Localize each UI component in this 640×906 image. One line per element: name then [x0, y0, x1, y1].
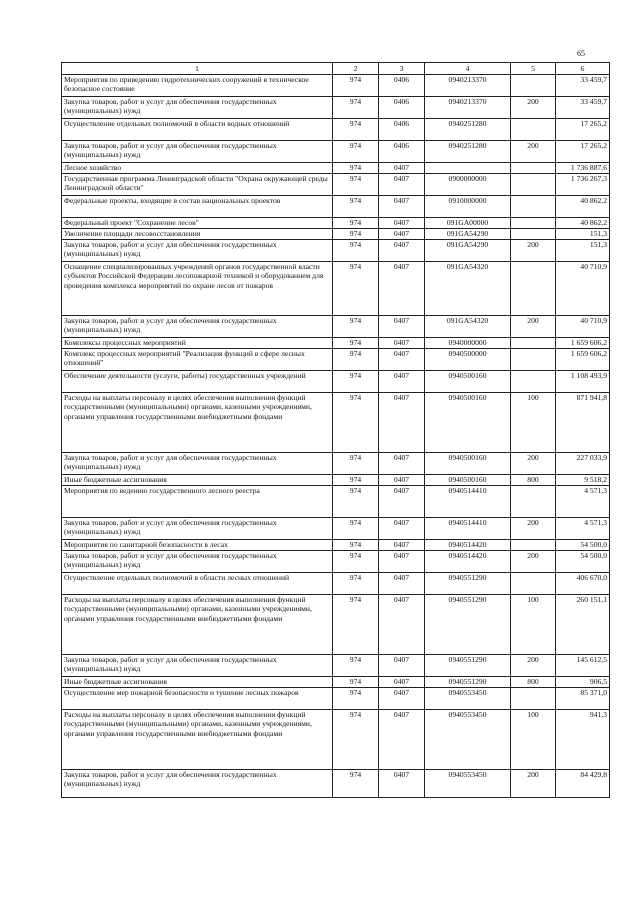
row-name-cell: Комплексы процессных мероприятий [62, 338, 333, 349]
row-sum-cell: 227 033,9 [556, 453, 610, 475]
table-row [62, 174, 610, 196]
row-code-cell: 974 [333, 338, 379, 349]
row-section-cell: 0407 [379, 655, 425, 677]
row-target-cell: 0940514420 [425, 551, 511, 573]
table-row [62, 540, 610, 551]
row-sum-cell: 151,3 [556, 229, 610, 240]
row-code-cell: 974 [333, 371, 379, 393]
row-target-cell: 0900000000 [425, 174, 511, 196]
budget-table [61, 62, 610, 798]
row-code-cell: 974 [333, 196, 379, 218]
row-sum-cell: 151,3 [556, 240, 610, 262]
row-sum-cell: 54 500,0 [556, 540, 610, 551]
row-code-cell: 974 [333, 655, 379, 677]
row-section-cell: 0407 [379, 229, 425, 240]
row-name-cell: Закупка товаров, работ и услуг для обеспечения государственных (муниципальных) нужд [62, 551, 333, 573]
table-row [62, 573, 610, 595]
row-name-cell: Лесное хозяйство [62, 163, 333, 174]
row-name-cell: Закупка товаров, работ и услуг для обеспечения государственных (муниципальных) нужд [62, 770, 333, 798]
row-section-cell: 0407 [379, 475, 425, 486]
row-code-cell: 974 [333, 240, 379, 262]
row-sum-cell: 406 670,0 [556, 573, 610, 595]
table-row [62, 655, 610, 677]
row-code-cell: 974 [333, 393, 379, 453]
row-sum-cell: 1 736 267,3 [556, 174, 610, 196]
row-type-cell [511, 688, 556, 710]
column-header: 5 [511, 63, 556, 75]
row-type-cell: 800 [511, 475, 556, 486]
row-sum-cell: 1 108 493,9 [556, 371, 610, 393]
row-type-cell [511, 540, 556, 551]
table-row [62, 97, 610, 119]
row-type-cell [511, 486, 556, 518]
row-target-cell: 0940551290 [425, 595, 511, 655]
row-target-cell: 0940500160 [425, 453, 511, 475]
row-section-cell: 0406 [379, 141, 425, 163]
row-sum-cell: 4 571,3 [556, 486, 610, 518]
row-name-cell: Федеральные проекты, входящие в состав национальных проектов [62, 196, 333, 218]
row-name-cell: Закупка товаров, работ и услуг для обеспечения государственных (муниципальных) нужд [62, 316, 333, 338]
row-code-cell: 974 [333, 141, 379, 163]
table-row [62, 393, 610, 453]
row-target-cell: 0940500160 [425, 371, 511, 393]
row-name-cell: Комплекс процессных мероприятий "Реализация функций в сфере лесных отношений" [62, 349, 333, 371]
row-name-cell: Обеспечение деятельности (услуги, работы) государственных учреждений [62, 371, 333, 393]
row-code-cell: 974 [333, 174, 379, 196]
row-target-cell: 0940213370 [425, 97, 511, 119]
row-target-cell: 091GA54290 [425, 229, 511, 240]
column-header: 1 [62, 63, 333, 75]
table-row [62, 518, 610, 540]
row-name-cell: Федеральный проект "Сохранение лесов" [62, 218, 333, 229]
row-type-cell: 200 [511, 551, 556, 573]
row-type-cell: 200 [511, 97, 556, 119]
row-name-cell: Мероприятия по приведению гидротехнических сооружений в техническое безопасное состояние [62, 75, 333, 97]
row-target-cell: 0940553450 [425, 770, 511, 798]
row-sum-cell: 33 459,7 [556, 97, 610, 119]
table-header-row [62, 63, 610, 75]
row-target-cell: 0940000000 [425, 338, 511, 349]
row-target-cell: 0940553450 [425, 710, 511, 770]
row-section-cell: 0407 [379, 710, 425, 770]
row-sum-cell: 54 500,0 [556, 551, 610, 573]
row-name-cell: Иные бюджетные ассигнования [62, 677, 333, 688]
row-type-cell [511, 163, 556, 174]
row-section-cell: 0407 [379, 163, 425, 174]
row-section-cell: 0407 [379, 393, 425, 453]
row-name-cell: Расходы на выплаты персоналу в целях обеспечения выполнения функций государственными (муниципальными) органами, казенными учреждениями, органами управления государственными внебюджетными фондами [62, 595, 333, 655]
row-code-cell: 974 [333, 770, 379, 798]
table-row [62, 218, 610, 229]
row-section-cell: 0407 [379, 677, 425, 688]
row-name-cell: Мероприятия по санитарной безопасности в лесах [62, 540, 333, 551]
table-row [62, 141, 610, 163]
table-row [62, 688, 610, 710]
row-section-cell: 0407 [379, 518, 425, 540]
row-name-cell: Расходы на выплаты персоналу в целях обеспечения выполнения функций государственными (муниципальными) органами, казенными учреждениями, органами управления государственными внебюджетными фондами [62, 710, 333, 770]
table-row [62, 475, 610, 486]
row-type-cell: 200 [511, 316, 556, 338]
table-row [62, 316, 610, 338]
row-type-cell [511, 218, 556, 229]
table-row [62, 349, 610, 371]
budget-table-body [62, 63, 610, 798]
row-target-cell: 0940251280 [425, 141, 511, 163]
row-type-cell: 200 [511, 770, 556, 798]
row-sum-cell: 145 612,5 [556, 655, 610, 677]
row-code-cell: 974 [333, 573, 379, 595]
row-type-cell [511, 349, 556, 371]
row-sum-cell: 906,5 [556, 677, 610, 688]
row-target-cell: 0940553450 [425, 688, 511, 710]
row-code-cell: 974 [333, 486, 379, 518]
row-target-cell: 0940514420 [425, 540, 511, 551]
row-type-cell: 200 [511, 655, 556, 677]
row-name-cell: Государственная программа Ленинградской области "Охрана окружающей среды Ленинградской области" [62, 174, 333, 196]
table-row [62, 595, 610, 655]
row-sum-cell: 17 265,2 [556, 141, 610, 163]
row-section-cell: 0406 [379, 97, 425, 119]
row-target-cell: 0940500160 [425, 393, 511, 453]
row-code-cell: 974 [333, 677, 379, 688]
row-section-cell: 0407 [379, 486, 425, 518]
row-type-cell [511, 75, 556, 97]
row-target-cell: 0940500160 [425, 475, 511, 486]
row-code-cell: 974 [333, 688, 379, 710]
row-type-cell [511, 229, 556, 240]
row-type-cell: 800 [511, 677, 556, 688]
row-type-cell: 200 [511, 240, 556, 262]
row-code-cell: 974 [333, 518, 379, 540]
row-code-cell: 974 [333, 163, 379, 174]
row-code-cell: 974 [333, 97, 379, 119]
row-type-cell: 100 [511, 710, 556, 770]
row-name-cell: Мероприятия по ведению государственного лесного реестра [62, 486, 333, 518]
row-section-cell: 0407 [379, 453, 425, 475]
row-target-cell: 0940213370 [425, 75, 511, 97]
row-target-cell: 0940551290 [425, 677, 511, 688]
column-header: 3 [379, 63, 425, 75]
row-type-cell [511, 338, 556, 349]
row-code-cell: 974 [333, 453, 379, 475]
row-section-cell: 0406 [379, 75, 425, 97]
table-row [62, 240, 610, 262]
row-target-cell: 0940514410 [425, 486, 511, 518]
row-name-cell: Закупка товаров, работ и услуг для обеспечения государственных (муниципальных) нужд [62, 518, 333, 540]
row-sum-cell: 40 862,2 [556, 196, 610, 218]
row-name-cell: Закупка товаров, работ и услуг для обеспечения государственных (муниципальных) нужд [62, 97, 333, 119]
row-sum-cell: 40 710,9 [556, 316, 610, 338]
row-section-cell: 0407 [379, 316, 425, 338]
page-number: 65 [577, 49, 585, 58]
row-type-cell [511, 573, 556, 595]
row-type-cell: 200 [511, 141, 556, 163]
row-name-cell: Расходы на выплаты персоналу в целях обеспечения выполнения функций государственными (муниципальными) органами, казенными учреждениями, органами управления государственными внебюджетными фондами [62, 393, 333, 453]
row-name-cell: Закупка товаров, работ и услуг для обеспечения государственных (муниципальных) нужд [62, 240, 333, 262]
row-code-cell: 974 [333, 229, 379, 240]
row-target-cell: 0940551290 [425, 573, 511, 595]
row-code-cell: 974 [333, 75, 379, 97]
row-name-cell: Иные бюджетные ассигнования [62, 475, 333, 486]
row-section-cell: 0407 [379, 240, 425, 262]
table-row [62, 486, 610, 518]
table-row [62, 371, 610, 393]
row-section-cell: 0407 [379, 551, 425, 573]
table-row [62, 338, 610, 349]
table-row [62, 75, 610, 97]
row-type-cell: 100 [511, 595, 556, 655]
row-code-cell: 974 [333, 710, 379, 770]
row-target-cell: 0910000000 [425, 196, 511, 218]
table-row [62, 453, 610, 475]
row-section-cell: 0407 [379, 770, 425, 798]
table-row [62, 677, 610, 688]
row-section-cell: 0407 [379, 595, 425, 655]
row-code-cell: 974 [333, 551, 379, 573]
row-name-cell: Увеличение площади лесовосстановления [62, 229, 333, 240]
row-name-cell: Закупка товаров, работ и услуг для обеспечения государственных (муниципальных) нужд [62, 655, 333, 677]
row-section-cell: 0407 [379, 174, 425, 196]
row-target-cell [425, 163, 511, 174]
row-name-cell: Закупка товаров, работ и услуг для обеспечения государственных (муниципальных) нужд [62, 141, 333, 163]
row-name-cell: Оснащение специализированных учреждений органов государственной власти субъектов Российской Федерации лесопожарной техникой и оборудованием для проведения комплекса мероприятий по охране лесов от пожаров [62, 262, 333, 316]
row-code-cell: 974 [333, 475, 379, 486]
row-code-cell: 974 [333, 262, 379, 316]
row-name-cell: Осуществление мер пожарной безопасности и тушение лесных пожаров [62, 688, 333, 710]
table-row [62, 229, 610, 240]
row-target-cell: 0940514410 [425, 518, 511, 540]
table-row [62, 119, 610, 141]
row-section-cell: 0407 [379, 573, 425, 595]
row-section-cell: 0407 [379, 371, 425, 393]
row-type-cell: 200 [511, 518, 556, 540]
row-type-cell [511, 119, 556, 141]
row-section-cell: 0407 [379, 540, 425, 551]
column-header: 2 [333, 63, 379, 75]
row-sum-cell: 1 659 606,2 [556, 349, 610, 371]
row-section-cell: 0407 [379, 196, 425, 218]
row-sum-cell: 871 941,8 [556, 393, 610, 453]
row-sum-cell: 1 736 887,6 [556, 163, 610, 174]
row-target-cell: 0940551290 [425, 655, 511, 677]
row-section-cell: 0407 [379, 688, 425, 710]
row-target-cell: 091GA54320 [425, 262, 511, 316]
row-target-cell: 091GA54290 [425, 240, 511, 262]
table-row [62, 163, 610, 174]
row-type-cell [511, 262, 556, 316]
row-sum-cell: 85 371,0 [556, 688, 610, 710]
row-target-cell: 0940251280 [425, 119, 511, 141]
row-section-cell: 0406 [379, 119, 425, 141]
row-sum-cell: 40 862,2 [556, 218, 610, 229]
column-header: 6 [556, 63, 610, 75]
row-target-cell: 0940500000 [425, 349, 511, 371]
row-code-cell: 974 [333, 349, 379, 371]
row-sum-cell: 1 659 606,2 [556, 338, 610, 349]
row-type-cell: 100 [511, 393, 556, 453]
row-target-cell: 091GA54320 [425, 316, 511, 338]
row-sum-cell: 40 710,9 [556, 262, 610, 316]
row-code-cell: 974 [333, 595, 379, 655]
row-type-cell [511, 196, 556, 218]
row-sum-cell: 17 265,2 [556, 119, 610, 141]
row-section-cell: 0407 [379, 338, 425, 349]
row-target-cell: 091GA00000 [425, 218, 511, 229]
row-code-cell: 974 [333, 540, 379, 551]
row-sum-cell: 941,3 [556, 710, 610, 770]
row-code-cell: 974 [333, 218, 379, 229]
row-type-cell [511, 371, 556, 393]
row-sum-cell: 33 459,7 [556, 75, 610, 97]
column-header: 4 [425, 63, 511, 75]
row-type-cell [511, 174, 556, 196]
row-section-cell: 0407 [379, 218, 425, 229]
row-sum-cell: 4 571,3 [556, 518, 610, 540]
table-row [62, 551, 610, 573]
row-sum-cell: 9 518,2 [556, 475, 610, 486]
row-name-cell: Осуществление отдельных полномочий в области водных отношений [62, 119, 333, 141]
row-section-cell: 0407 [379, 262, 425, 316]
row-code-cell: 974 [333, 119, 379, 141]
row-section-cell: 0407 [379, 349, 425, 371]
row-type-cell: 200 [511, 453, 556, 475]
table-row [62, 770, 610, 798]
table-row [62, 710, 610, 770]
row-name-cell: Осуществление отдельных полномочий в области лесных отношений [62, 573, 333, 595]
row-sum-cell: 260 151,1 [556, 595, 610, 655]
row-sum-cell: 84 429,8 [556, 770, 610, 798]
table-row [62, 196, 610, 218]
row-name-cell: Закупка товаров, работ и услуг для обеспечения государственных (муниципальных) нужд [62, 453, 333, 475]
table-row [62, 262, 610, 316]
row-code-cell: 974 [333, 316, 379, 338]
